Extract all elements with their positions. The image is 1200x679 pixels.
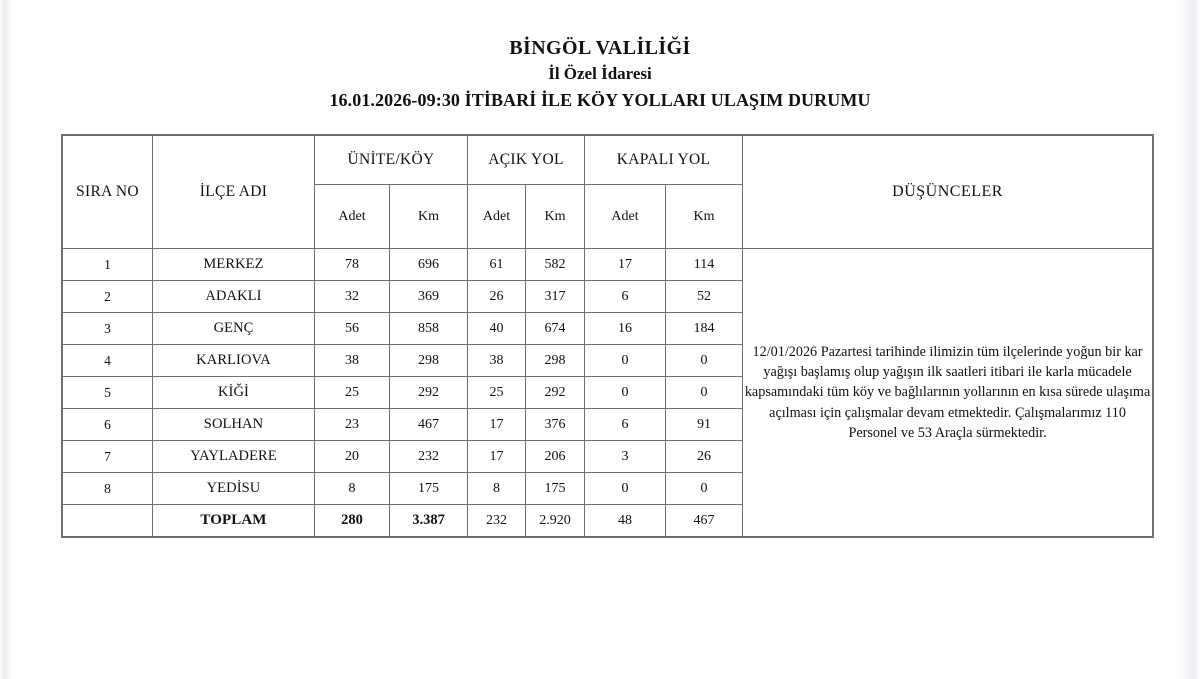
road-status-table-container — [62, 135, 1152, 537]
column-header-acik-yol: AÇIK YOL — [468, 136, 585, 185]
cell-unite-km: 696 — [390, 249, 468, 281]
cell-sira-no: 4 — [63, 345, 153, 377]
page-subtitle: İl Özel İdaresi — [548, 64, 652, 84]
cell-acik-km: 674 — [526, 313, 585, 345]
column-header-unite-km: Km — [390, 185, 468, 249]
cell-acik-km: 376 — [526, 409, 585, 441]
cell-kapali-adet: 0 — [585, 377, 666, 409]
cell-sira-no: 5 — [63, 377, 153, 409]
cell-kapali-km: 0 — [666, 345, 743, 377]
cell-sira-no: 7 — [63, 441, 153, 473]
report-heading: 16.01.2026-09:30 İTİBARİ İLE KÖY YOLLARI ULAŞIM DURUMU — [329, 89, 871, 110]
column-header-unite-adet: Adet — [315, 185, 390, 249]
header-row-top — [63, 136, 1153, 185]
cell-total-kapali-adet: 48 — [585, 505, 666, 537]
cell-acik-adet: 38 — [468, 345, 526, 377]
cell-total-kapali-km: 467 — [666, 505, 743, 537]
column-header-unite-koy: ÜNİTE/KÖY — [315, 136, 468, 185]
table-head — [63, 136, 1153, 249]
cell-unite-adet: 25 — [315, 377, 390, 409]
column-header-kapali-adet: Adet — [585, 185, 666, 249]
cell-unite-km: 369 — [390, 281, 468, 313]
cell-dusunceler — [743, 249, 1153, 537]
cell-kapali-adet: 0 — [585, 345, 666, 377]
cell-acik-adet: 8 — [468, 473, 526, 505]
cell-kapali-adet: 3 — [585, 441, 666, 473]
cell-kapali-km: 184 — [666, 313, 743, 345]
cell-unite-adet: 38 — [315, 345, 390, 377]
cell-sira-no: 6 — [63, 409, 153, 441]
cell-unite-adet: 32 — [315, 281, 390, 313]
cell-unite-km: 298 — [390, 345, 468, 377]
road-status-table — [62, 135, 1153, 537]
cell-acik-adet: 61 — [468, 249, 526, 281]
cell-kapali-km: 91 — [666, 409, 743, 441]
cell-kapali-adet: 0 — [585, 473, 666, 505]
document-title-block — [0, 0, 1200, 115]
cell-unite-adet: 23 — [315, 409, 390, 441]
cell-ilce-adi: YEDİSU — [153, 473, 315, 505]
cell-total-unite-adet: 280 — [315, 505, 390, 537]
cell-acik-km: 292 — [526, 377, 585, 409]
cell-sira-no: 8 — [63, 473, 153, 505]
cell-kapali-km: 0 — [666, 377, 743, 409]
column-header-sira-no: SIRA NO — [63, 136, 153, 249]
cell-acik-adet: 40 — [468, 313, 526, 345]
cell-total-label: TOPLAM — [153, 505, 315, 537]
cell-unite-km: 467 — [390, 409, 468, 441]
column-header-acik-km: Km — [526, 185, 585, 249]
cell-unite-adet: 20 — [315, 441, 390, 473]
cell-unite-adet: 8 — [315, 473, 390, 505]
cell-kapali-km: 0 — [666, 473, 743, 505]
cell-unite-adet: 78 — [315, 249, 390, 281]
cell-kapali-adet: 16 — [585, 313, 666, 345]
cell-sira-no: 1 — [63, 249, 153, 281]
column-header-kapali-yol: KAPALI YOL — [585, 136, 743, 185]
cell-ilce-adi: MERKEZ — [153, 249, 315, 281]
cell-acik-km: 206 — [526, 441, 585, 473]
cell-unite-adet: 56 — [315, 313, 390, 345]
cell-total-acik-adet: 232 — [468, 505, 526, 537]
cell-acik-km: 582 — [526, 249, 585, 281]
cell-acik-adet: 17 — [468, 441, 526, 473]
cell-sira-no: 2 — [63, 281, 153, 313]
cell-ilce-adi: ADAKLI — [153, 281, 315, 313]
cell-total-acik-km: 2.920 — [526, 505, 585, 537]
table-body — [63, 249, 1153, 537]
page-title: BİNGÖL VALİLİĞİ — [509, 37, 691, 59]
cell-total-unite-km: 3.387 — [390, 505, 468, 537]
column-header-ilce-adi: İLÇE ADI — [153, 136, 315, 249]
table-row — [63, 249, 1153, 281]
cell-unite-km: 858 — [390, 313, 468, 345]
cell-sira-no: 3 — [63, 313, 153, 345]
cell-kapali-km: 114 — [666, 249, 743, 281]
column-header-kapali-km: Km — [666, 185, 743, 249]
cell-kapali-km: 52 — [666, 281, 743, 313]
cell-acik-km: 175 — [526, 473, 585, 505]
cell-unite-km: 175 — [390, 473, 468, 505]
cell-acik-km: 298 — [526, 345, 585, 377]
cell-total-blank — [63, 505, 153, 537]
cell-ilce-adi: KARLIOVA — [153, 345, 315, 377]
cell-ilce-adi: KİĞİ — [153, 377, 315, 409]
cell-kapali-km: 26 — [666, 441, 743, 473]
cell-kapali-adet: 17 — [585, 249, 666, 281]
cell-kapali-adet: 6 — [585, 409, 666, 441]
cell-unite-km: 292 — [390, 377, 468, 409]
cell-acik-adet: 17 — [468, 409, 526, 441]
cell-acik-km: 317 — [526, 281, 585, 313]
cell-ilce-adi: YAYLADERE — [153, 441, 315, 473]
cell-ilce-adi: SOLHAN — [153, 409, 315, 441]
notes-text: 12/01/2026 Pazartesi tarihinde ilimizin tüm ilçelerinde yoğun bir kar yağışı başlamış olup yağışın ilk saatleri itibari ile karla mücadele kapsamındaki tüm köy ve bağlılarının yollarının en kısa sürede ulaşıma açılması için çalışmalar devam etmektedir. Çalışmalarımız 110 Personel ve 53 Araçla sürmektedir. — [744, 344, 1151, 441]
cell-kapali-adet: 6 — [585, 281, 666, 313]
column-header-acik-adet: Adet — [468, 185, 526, 249]
cell-acik-adet: 25 — [468, 377, 526, 409]
cell-acik-adet: 26 — [468, 281, 526, 313]
cell-unite-km: 232 — [390, 441, 468, 473]
cell-ilce-adi: GENÇ — [153, 313, 315, 345]
column-header-dusunceler: DÜŞÜNCELER — [743, 136, 1153, 249]
